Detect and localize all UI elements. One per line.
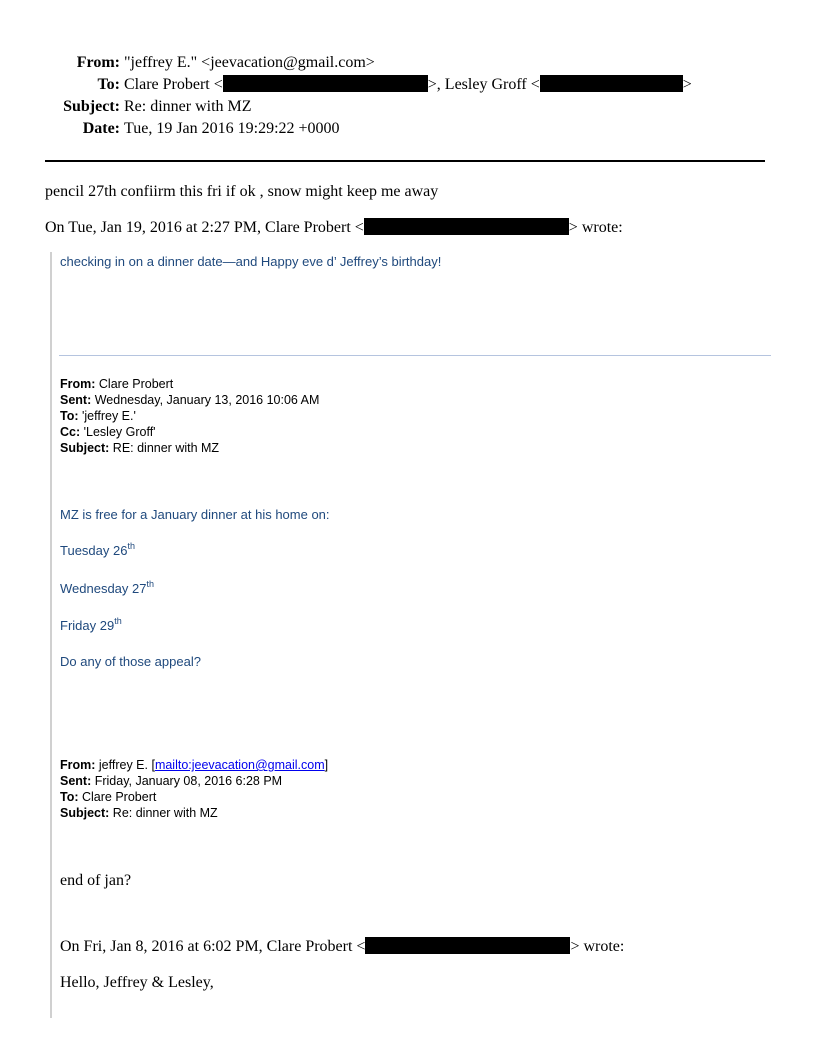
msg3-subject-label: Subject: bbox=[60, 806, 110, 820]
msg3-to-line bbox=[60, 789, 156, 805]
msg3-from-line bbox=[60, 757, 328, 773]
msg2-sent-label: Sent: bbox=[60, 393, 92, 407]
subject-value: Re: dinner with MZ bbox=[124, 98, 252, 115]
quoted-separator bbox=[59, 355, 771, 356]
msg3-sent-line bbox=[60, 773, 282, 789]
date-suffix: th bbox=[127, 541, 135, 551]
msg3-subject-value: Re: dinner with MZ bbox=[109, 806, 218, 820]
subject-label: Subject: bbox=[63, 98, 120, 115]
msg3-from-value: jeffrey E. [ bbox=[95, 758, 155, 772]
msg2-date-3 bbox=[60, 618, 122, 634]
redaction-block bbox=[223, 75, 428, 92]
msg2-cc-line bbox=[60, 424, 156, 440]
date-day: Tuesday 26 bbox=[60, 543, 128, 558]
msg2-to-value: 'jeffrey E.' bbox=[78, 409, 136, 423]
msg2-to-line bbox=[60, 408, 136, 424]
to-label: To: bbox=[97, 76, 120, 93]
msg2-cc-label: Cc: bbox=[60, 425, 81, 439]
attribution-start: On Fri, Jan 8, 2016 at 6:02 PM, Clare Probert < bbox=[60, 938, 366, 955]
msg2-from-label: From: bbox=[60, 377, 96, 391]
reply-text: pencil 27th confiirm this fri if ok , snow might keep me away bbox=[45, 183, 439, 200]
date-label: Date: bbox=[82, 120, 120, 137]
msg3-from-close: ] bbox=[324, 758, 329, 772]
msg3-greeting: Hello, Jeffrey & Lesley, bbox=[60, 974, 214, 991]
reply-attribution bbox=[45, 218, 623, 238]
msg3-to-value: Clare Probert bbox=[78, 790, 157, 804]
msg2-subject-value: RE: dinner with MZ bbox=[109, 441, 220, 455]
msg2-from-line bbox=[60, 376, 173, 392]
to-separator: >, Lesley Groff < bbox=[427, 76, 540, 93]
msg3-to-label: To: bbox=[60, 790, 79, 804]
msg3-sent-value: Friday, January 08, 2016 6:28 PM bbox=[91, 774, 283, 788]
header-divider bbox=[45, 160, 765, 162]
date-day: Wednesday 27 bbox=[60, 581, 147, 596]
to-end: > bbox=[682, 76, 692, 93]
msg2-intro: MZ is free for a January dinner at his home on: bbox=[60, 507, 330, 522]
msg2-date-2 bbox=[60, 581, 154, 597]
to-value bbox=[124, 75, 692, 95]
msg2-sent-line bbox=[60, 392, 319, 408]
date-suffix: th bbox=[146, 579, 155, 589]
msg2-subject-label: Subject: bbox=[60, 441, 110, 455]
quoted-checkin-text: checking in on a dinner date—and Happy eve d’ Jeffrey’s birthday! bbox=[60, 254, 442, 269]
from-label: From: bbox=[76, 54, 120, 71]
msg2-to-label: To: bbox=[60, 409, 79, 423]
attribution-end: > wrote: bbox=[570, 938, 625, 955]
msg3-body: end of jan? bbox=[60, 872, 132, 889]
msg3-from-label: From: bbox=[60, 758, 96, 772]
attribution-start: On Tue, Jan 19, 2016 at 2:27 PM, Clare Probert < bbox=[45, 219, 364, 236]
redaction-block bbox=[540, 75, 683, 92]
msg3-sent-label: Sent: bbox=[60, 774, 92, 788]
msg2-question: Do any of those appeal? bbox=[60, 654, 201, 669]
msg3-mailto-link[interactable]: mailto:jeevacation@gmail.com bbox=[154, 758, 325, 772]
msg3-attribution bbox=[60, 937, 624, 957]
to-recipient-1: Clare Probert < bbox=[124, 76, 223, 93]
redaction-block bbox=[364, 218, 569, 235]
date-suffix: th bbox=[114, 616, 122, 626]
quote-bar bbox=[50, 252, 52, 1018]
date-day: Friday 29 bbox=[60, 618, 115, 633]
attribution-end: > wrote: bbox=[568, 219, 623, 236]
msg2-cc-value: 'Lesley Groff' bbox=[80, 425, 156, 439]
from-value: "jeffrey E." <jeevacation@gmail.com> bbox=[124, 54, 375, 71]
msg2-from-value: Clare Probert bbox=[95, 377, 174, 391]
redaction-block bbox=[365, 937, 570, 954]
msg2-date-1 bbox=[60, 543, 135, 559]
date-value: Tue, 19 Jan 2016 19:29:22 +0000 bbox=[124, 120, 340, 137]
msg2-sent-value: Wednesday, January 13, 2016 10:06 AM bbox=[91, 393, 320, 407]
msg2-subject-line bbox=[60, 440, 219, 456]
msg3-subject-line bbox=[60, 805, 218, 821]
